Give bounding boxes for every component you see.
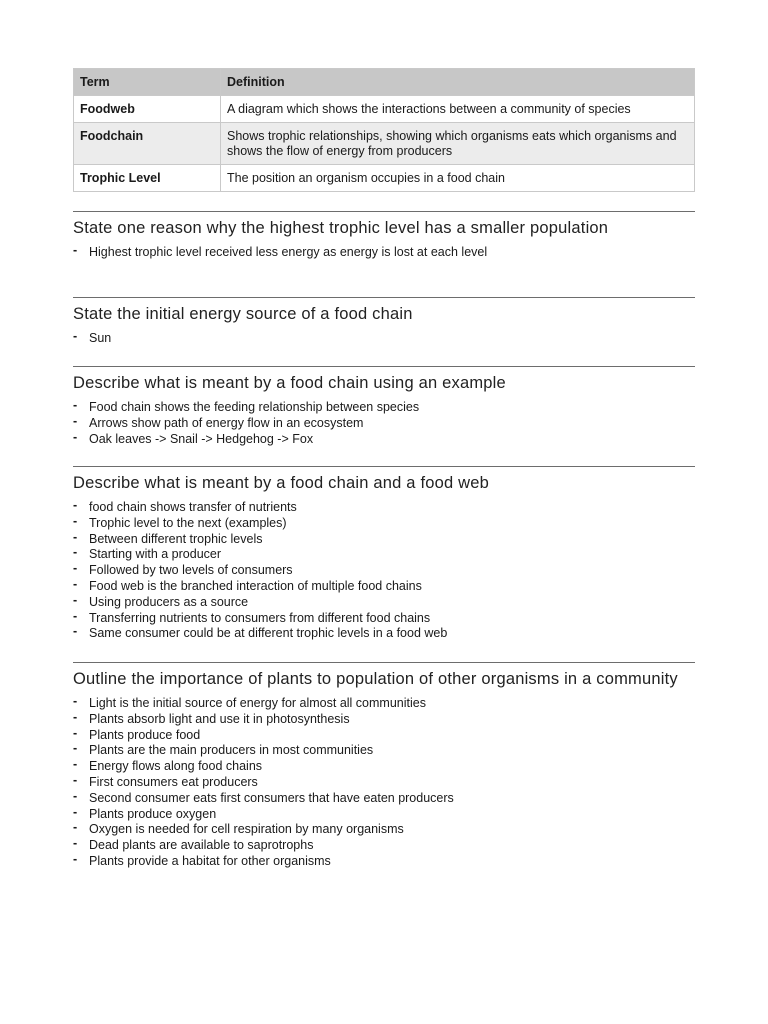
question-heading: Describe what is meant by a food chain using an example bbox=[73, 374, 506, 392]
answer-list bbox=[73, 245, 695, 261]
answer-list bbox=[73, 696, 695, 870]
answer-item: - Plants produce food bbox=[73, 725, 201, 742]
definition-cell: A diagram which shows the interactions between a community of species bbox=[221, 96, 695, 123]
answer-item: - Dead plants are available to saprotrophs bbox=[73, 836, 314, 853]
answer-list bbox=[73, 500, 695, 642]
answer-item: - Food web is the branched interaction of multiple food chains bbox=[73, 576, 422, 593]
question-section bbox=[73, 466, 695, 642]
answer-item: - Using producers as a source bbox=[73, 592, 249, 609]
term-cell: Foodchain bbox=[74, 123, 221, 165]
answer-item: - Between different trophic levels bbox=[73, 529, 263, 546]
answer-list bbox=[73, 331, 695, 347]
answer-item: - Same consumer could be at different trophic levels in a food web bbox=[73, 624, 448, 641]
answer-item: - Plants provide a habitat for other organisms bbox=[73, 851, 331, 868]
definitions-table bbox=[73, 68, 695, 192]
question-section bbox=[73, 662, 695, 870]
document-page bbox=[73, 68, 695, 868]
answer-item: - Starting with a producer bbox=[73, 545, 222, 562]
term-cell: Trophic Level bbox=[74, 165, 221, 192]
term-cell: Foodweb bbox=[74, 96, 221, 123]
answer-item: - Highest trophic level received less energy as energy is lost at each level bbox=[73, 243, 488, 259]
header-definition: Definition bbox=[221, 69, 695, 96]
answer-item: - Arrows show path of energy flow in an ecosystem bbox=[73, 413, 364, 430]
question-heading: State one reason why the highest trophic level has a smaller population bbox=[73, 219, 609, 237]
question-heading: Outline the importance of plants to population of other organisms in a community bbox=[73, 670, 678, 688]
answer-item: - Light is the initial source of energy for almost all communities bbox=[73, 694, 426, 710]
question-section bbox=[73, 211, 695, 261]
answer-list bbox=[73, 400, 695, 447]
answer-item: - First consumers eat producers bbox=[73, 772, 258, 789]
answer-item: - food chain shows transfer of nutrients bbox=[73, 498, 297, 514]
table-row bbox=[74, 123, 695, 165]
question-section bbox=[73, 297, 695, 347]
header-term: Term bbox=[74, 69, 221, 96]
definition-cell: Shows trophic relationships, showing which organisms eats which organisms and shows the flow of energy from producers bbox=[221, 123, 695, 165]
answer-item: - Transferring nutrients to consumers from different food chains bbox=[73, 608, 431, 625]
answer-item: - Plants produce oxygen bbox=[73, 804, 217, 821]
answer-item: - Trophic level to the next (examples) bbox=[73, 513, 287, 530]
answer-item: - Oxygen is needed for cell respiration by many organisms bbox=[73, 820, 404, 837]
definition-cell: The position an organism occupies in a food chain bbox=[221, 165, 695, 192]
answer-item: - Sun bbox=[73, 329, 112, 345]
answer-item: - Energy flows along food chains bbox=[73, 757, 263, 774]
answer-item: - Followed by two levels of consumers bbox=[73, 561, 293, 578]
table-header-row bbox=[74, 69, 695, 96]
answer-item: - Oak leaves -> Snail -> Hedgehog -> Fox bbox=[73, 429, 314, 446]
table-row bbox=[74, 165, 695, 192]
answer-item: - Plants absorb light and use it in photosynthesis bbox=[73, 709, 350, 726]
question-heading: State the initial energy source of a food chain bbox=[73, 305, 413, 323]
question-heading: Describe what is meant by a food chain and a food web bbox=[73, 474, 490, 492]
answer-item: - Food chain shows the feeding relationship between species bbox=[73, 398, 420, 414]
table-row bbox=[74, 96, 695, 123]
answer-item: - Second consumer eats first consumers that have eaten producers bbox=[73, 788, 454, 805]
answer-item: - Plants are the main producers in most communities bbox=[73, 741, 374, 758]
question-section bbox=[73, 366, 695, 447]
